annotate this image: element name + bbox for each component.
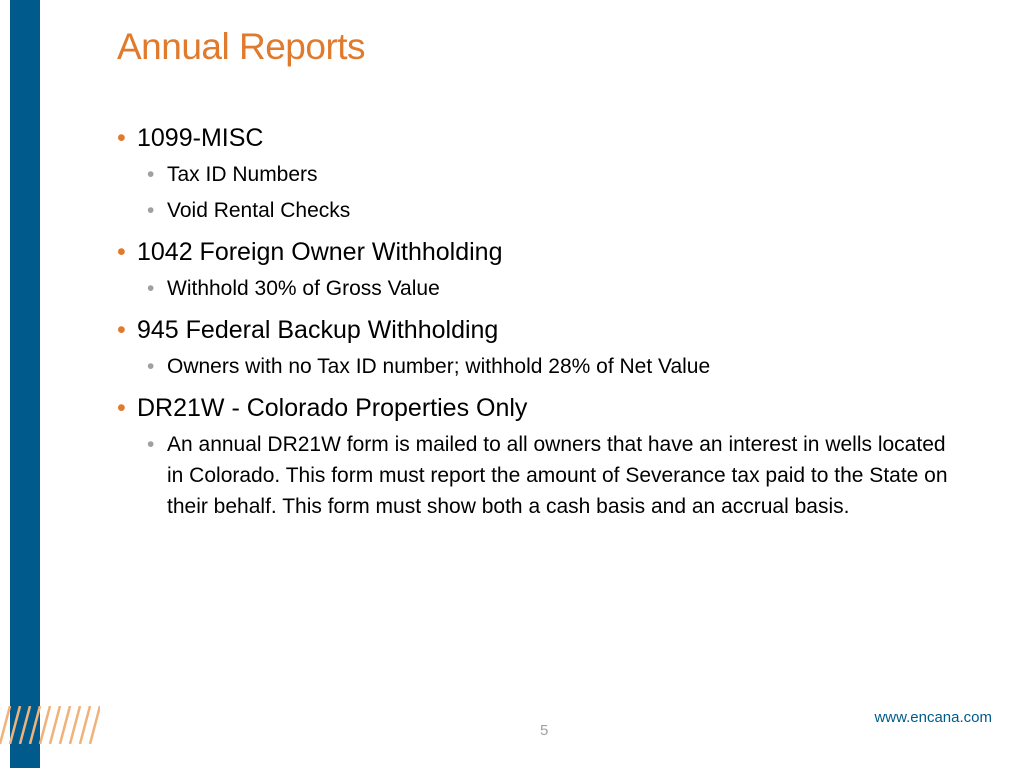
sub-bullet-text: Owners with no Tax ID number; withhold 28% of Net Value: [167, 355, 711, 378]
bullet-group: [117, 236, 987, 304]
sub-bullet-text: Tax ID Numbers: [167, 163, 318, 186]
left-brand-bar: [10, 0, 40, 768]
page-number: 5: [540, 722, 549, 739]
bullet-item: [117, 314, 987, 346]
sub-bullet-item: [117, 159, 987, 190]
sub-bullet-text: An annual DR21W form is mailed to all owners that have an interest in wells located in Colorado. This form must report the amount of Severance tax paid to the State on their behalf. This form must show both a cash basis and an accrual basis.: [167, 433, 948, 518]
bullet-group: [117, 392, 987, 522]
grey-bullet-icon: •: [147, 163, 155, 186]
slide-title: Annual Reports: [117, 26, 366, 67]
bullet-text: 1099-MISC: [137, 124, 264, 152]
orange-bullet-icon: •: [117, 124, 126, 152]
bullet-text: 945 Federal Backup Withholding: [137, 316, 499, 344]
website-link[interactable]: www.encana.com: [874, 709, 992, 726]
grey-bullet-icon: •: [147, 199, 155, 222]
bullet-text: DR21W - Colorado Properties Only: [137, 394, 528, 422]
bullet-item: [117, 236, 987, 268]
bullet-item: [117, 122, 987, 154]
hatch-decoration: [0, 706, 100, 744]
sub-bullet-item: [117, 195, 987, 226]
orange-bullet-icon: •: [117, 238, 126, 266]
bullet-group: [117, 314, 987, 382]
sub-bullet-text: Void Rental Checks: [167, 199, 351, 222]
bullet-group: [117, 122, 987, 226]
grey-bullet-icon: •: [147, 433, 155, 456]
grey-bullet-icon: •: [147, 355, 155, 378]
grey-bullet-icon: •: [147, 277, 155, 300]
orange-bullet-icon: •: [117, 394, 126, 422]
orange-bullet-icon: •: [117, 316, 126, 344]
bullet-item: [117, 392, 987, 424]
sub-bullet-text: Withhold 30% of Gross Value: [167, 277, 440, 300]
slide-content: [117, 122, 987, 532]
sub-bullet-item: [117, 273, 987, 304]
sub-bullet-item: [117, 429, 967, 522]
bullet-text: 1042 Foreign Owner Withholding: [137, 238, 503, 266]
sub-bullet-item: [117, 351, 987, 382]
